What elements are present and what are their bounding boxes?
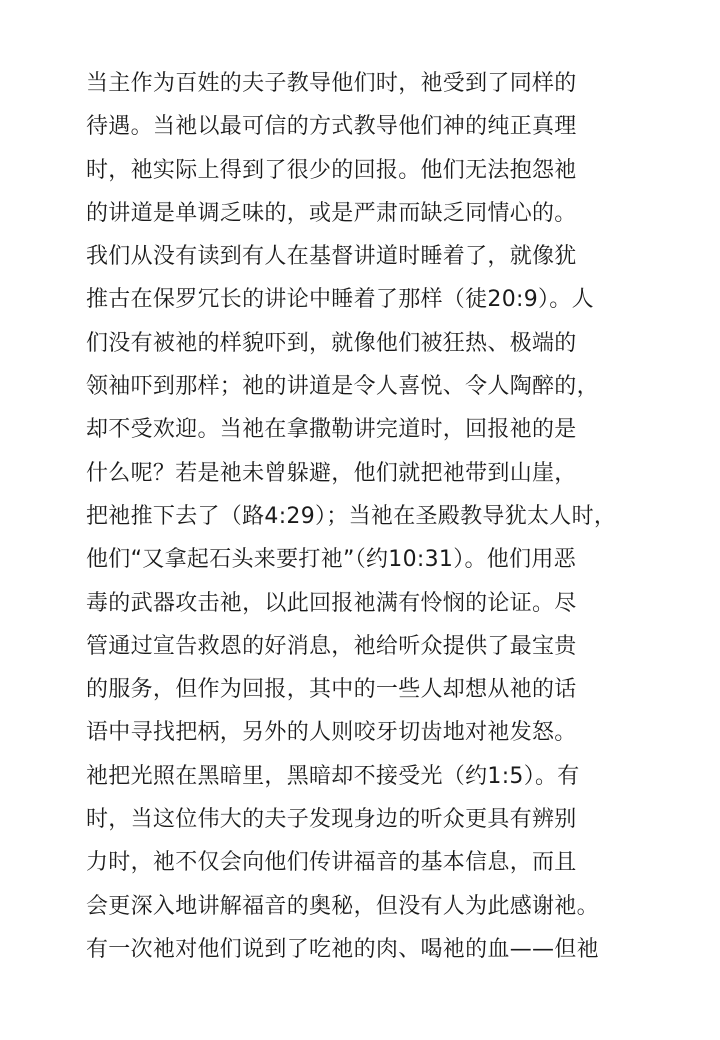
- text-line: 语中寻找把柄，另外的人则咬牙切齿地对祂发怒。: [86, 720, 577, 746]
- text-line: 把祂推下去了（路4:29）；当祂在圣殿教导犹太人时，: [86, 503, 617, 529]
- text-line: 他们“又拿起石头来要打祂”（约10:31）。他们用恶: [86, 547, 576, 573]
- text-line: 待遇。当祂以最可信的方式教导他们神的纯正真理: [86, 114, 577, 140]
- text-line: 却不受欢迎。当祂在拿撒勒讲完道时，回报祂的是: [86, 417, 577, 443]
- text-line: 祂把光照在黑暗里，黑暗却不接受光（约1:5）。有: [86, 763, 580, 789]
- text-line: 当主作为百姓的夫子教导他们时，祂受到了同样的: [86, 71, 577, 96]
- text-line: 们没有被祂的样貌吓到，就像他们被狂热、极端的: [86, 330, 577, 356]
- text-line: 有一次祂对他们说到了吃祂的肉、喝祂的血——但祂: [86, 936, 599, 962]
- body-text: [86, 62, 646, 971]
- text-line: 力时，祂不仅会向他们传讲福音的基本信息，而且: [86, 850, 577, 876]
- text-line: 毒的武器攻击祂，以此回报祂满有怜悯的论证。尽: [86, 590, 577, 616]
- text-line: 管通过宣告救恩的好消息，祂给听众提供了最宝贵: [86, 633, 577, 659]
- text-line: 领袖吓到那样；祂的讲道是令人喜悦、令人陶醉的，: [86, 374, 599, 400]
- text-line: 的服务，但作为回报，其中的一些人却想从祂的话: [86, 677, 577, 703]
- text-line: 什么呢？若是祂未曾躲避，他们就把祂带到山崖，: [86, 460, 577, 486]
- text-line: 的讲道是单调乏味的，或是严肃而缺乏同情心的。: [86, 200, 577, 226]
- text-line: 推古在保罗冗长的讲论中睡着了那样（徒20:9）。人: [86, 287, 594, 313]
- text-line: 时，祂实际上得到了很少的回报。他们无法抱怨祂: [86, 157, 577, 183]
- text-line: 会更深入地讲解福音的奥秘，但没有人为此感谢祂。: [86, 893, 599, 919]
- text-line: 我们从没有读到有人在基督讲道时睡着了，就像犹: [86, 244, 577, 270]
- text-line: 时，当这位伟大的夫子发现身边的听众更具有辨别: [86, 807, 577, 833]
